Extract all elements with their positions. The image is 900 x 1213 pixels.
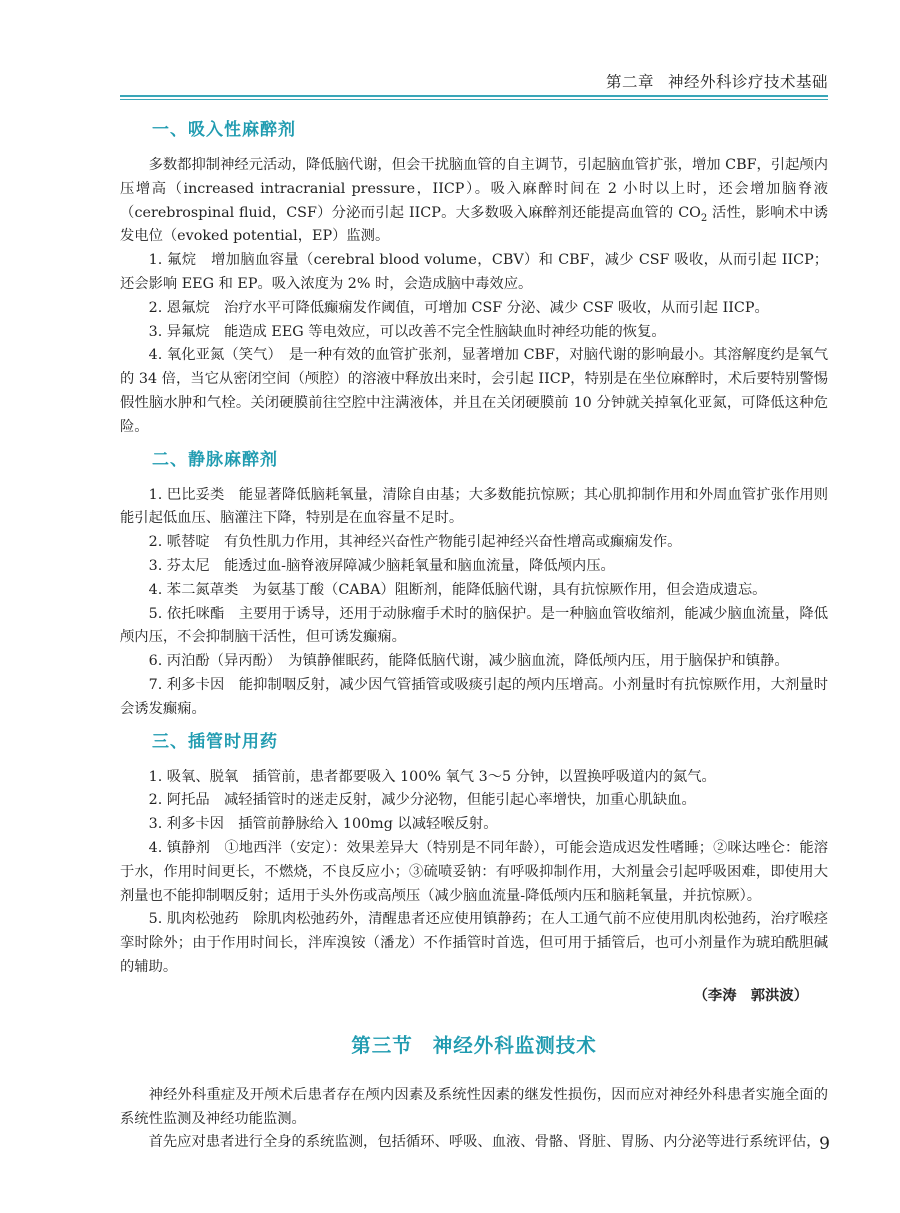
heading-intubation-drugs: 三、插管时用药 — [152, 731, 278, 752]
intro-text: 多数都抑制神经元活动，降低脑代谢，但会干扰脑血管的自主调节，引起脑血管扩张，增加 CBF，引起颅内压增高（increased intracranial pressure，IICP）。吸入麻醉时间在 2 小时以上时，还会增加脑脊液（cerebrospinal fluid，CSF）分泌而引起 IICP。大多数吸入麻醉剂还能提高血管的 CO — [120, 157, 828, 221]
header-chapter: 第二章 — [605, 73, 654, 91]
list-item: 3. 芬太尼 能透过血-脑脊液屏障减少脑耗氧量和脑血流量，降低颅内压。 — [148, 557, 615, 574]
header-rule-thin — [120, 99, 828, 100]
intro-tail: 活性，影响术中诱发电位（evoked potential，EP）监测。 — [120, 204, 828, 245]
running-header — [0, 70, 828, 92]
list-item: 5. 肌肉松弛药 除肌肉松弛药外，清醒患者还应使用镇静药；在人工通气前不应使用肌肉松弛药，治疗喉痉挛时除外；由于作用时间长，泮库溴铵（潘龙）不作插管时首选，但可用于插管后，也可小剂量作为琥珀酰胆碱的辅助。 — [120, 911, 828, 975]
list-item: 3. 异氟烷 能造成 EEG 等电效应，可以改善不完全性脑缺血时神经功能的恢复。 — [148, 323, 666, 340]
list-item: 5. 依托咪酯 主要用于诱导，还用于动脉瘤手术时的脑保护。是一种脑血管收缩剂，能减少脑血流量，降低颅内压，不会抑制脑干活性，但可诱发癫痫。 — [120, 605, 828, 646]
paragraph-intro — [120, 154, 828, 249]
author-credit: （李涛 郭洪波） — [693, 987, 808, 1004]
list-item: 7. 利多卡因 能抑制咽反射，减少因气管插管或吸痰引起的颅内压增高。小剂量时有抗惊厥作用，大剂量时会诱发癫痫。 — [120, 676, 828, 717]
list-item: 3. 利多卡因 插管前静脉给入 100mg 以减轻喉反射。 — [148, 816, 498, 833]
list-item: 6. 丙泊酚（异丙酚） 为镇静催眠药，能降低脑代谢，减少脑血流，降低颅内压，用于脑保护和镇静。 — [148, 653, 789, 670]
page-body — [120, 118, 828, 1155]
list-item: 4. 苯二氮䓬类 为氨基丁酸（CABA）阻断剂，能降低脑代谢，具有抗惊厥作用，但会造成遗忘。 — [148, 581, 767, 598]
paragraph: 神经外科重症及开颅术后患者存在颅内因素及系统性因素的继发性损伤，因而应对神经外科患者实施全面的系统性监测及神经功能监测。 — [120, 1086, 828, 1127]
paragraph: 首先应对患者进行全身的系统监测，包括循环、呼吸、血液、骨骼、肾脏、胃肠、内分泌等进行系统评估， — [148, 1134, 821, 1151]
list-item: 2. 恩氟烷 治疗水平可降低癫痫发作阈值，可增加 CSF 分泌、减少 CSF 吸收，从而引起 IICP。 — [148, 299, 769, 316]
list-item: 2. 阿托品 减轻插管时的迷走反射，减少分泌物，但能引起心率增快，加重心肌缺血。 — [148, 792, 696, 809]
heading-iv-anesthetics: 二、静脉麻醉剂 — [152, 449, 278, 470]
header-title: 神经外科诊疗技术基础 — [667, 73, 828, 91]
intro-subscript: 2 — [700, 212, 708, 224]
section-title — [120, 1032, 828, 1060]
list-item: 2. 哌替啶 有负性肌力作用，其神经兴奋性产物能引起神经兴奋性增高或癫痫发作。 — [148, 534, 682, 551]
section-name: 神经外科监测技术 — [432, 1033, 597, 1057]
page-number: 9 — [819, 1134, 830, 1154]
list-item: 1. 巴比妥类 能显著降低脑耗氧量，清除自由基；大多数能抗惊厥；其心肌抑制作用和外周血管扩张作用则能引起低血压、脑灌注下降，特别是在血容量不足时。 — [120, 486, 828, 527]
list-item: 1. 吸氧、脱氧 插管前，患者都要吸入 100% 氧气 3～5 分钟，以置换呼吸道内的氮气。 — [148, 768, 716, 785]
header-rule — [120, 95, 828, 97]
list-item: 4. 镇静剂 ①地西泮（安定）：效果差异大（特别是不同年龄），可能会造成迟发性嗜睡；②咪达唑仑：能溶于水，作用时间更长，不燃烧，不良反应小；③硫喷妥钠：有呼吸抑制作用，大剂量会引起呼吸困难，即使用大剂量也不能抑制咽反射；适用于头外伤或高颅压（减少脑血流量-降低颅内压和脑耗氧量，并抗惊厥）。 — [120, 839, 828, 904]
heading-inhaled-anesthetics: 一、吸入性麻醉剂 — [152, 120, 296, 140]
list-item: 1. 氟烷 增加脑血容量（cerebral blood volume，CBV）和 CBF，减少 CSF 吸收，从而引起 IICP；还会影响 EEG 和 EP。吸入浓度为 2% 时，会造成脑中毒效应。 — [120, 252, 828, 292]
section-number: 第三节 — [351, 1033, 413, 1057]
list-item: 4. 氧化亚氮（笑气） 是一种有效的血管扩张剂，显著增加 CBF，对脑代谢的影响最小。其溶解度约是氧气的 34 倍，当它从密闭空间（颅腔）的溶液中释放出来时，会引起 IICP，特别是在坐位麻醉时，术后要特别警惕假性脑水肿和气栓。关闭硬膜前往空腔中注满液体，并且在关闭硬膜前 10 分钟就关掉氧化亚氮，可降低这种危险。 — [120, 347, 828, 435]
